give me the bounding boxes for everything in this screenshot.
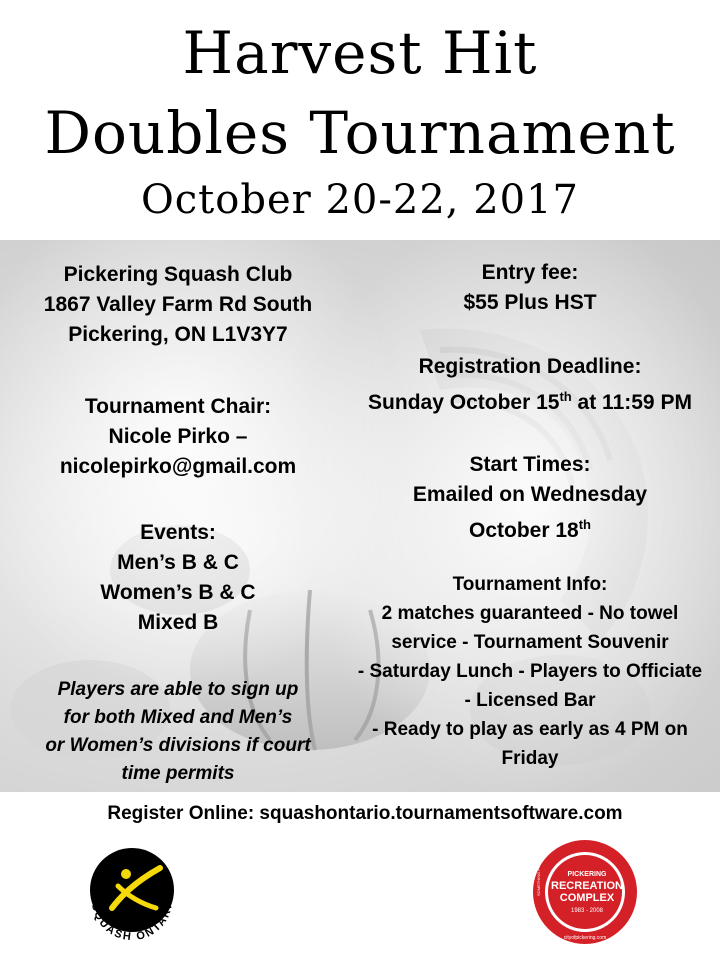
start-line-1: Emailed on Wednesday xyxy=(412,483,648,506)
event-item: Mixed B xyxy=(137,611,219,634)
signup-note xyxy=(0,676,356,788)
chair-email[interactable]: nicolepirko@gmail.com xyxy=(59,455,297,478)
deadline-label: Registration Deadline: xyxy=(418,355,642,378)
info-line: - Ready to play as early as 4 PM on xyxy=(372,719,688,740)
event-item: Men’s B & C xyxy=(117,551,239,574)
chair-name: Nicole Pirko – xyxy=(108,425,248,448)
chair-block xyxy=(0,392,356,482)
info-line: - Licensed Bar xyxy=(464,690,596,711)
deadline-time: at 11:59 PM xyxy=(571,391,692,414)
title-line-2: Doubles Tournament xyxy=(44,99,676,167)
recreation-complex-logo xyxy=(530,836,640,948)
start-times-block xyxy=(340,450,720,546)
info-label: Tournament Info: xyxy=(452,574,608,595)
register-online-link[interactable]: Register Online: squashontario.tournamentsoftware.com xyxy=(107,803,623,824)
rec-main-2: COMPLEX xyxy=(559,892,615,904)
tournament-info-block xyxy=(340,570,720,773)
start-date xyxy=(340,510,720,546)
rec-url: cityofpickering.com xyxy=(563,935,607,941)
chair-label: Tournament Chair: xyxy=(84,395,272,418)
note-line: time permits xyxy=(121,763,235,784)
deadline-value xyxy=(340,382,720,418)
info-line: Friday xyxy=(501,748,559,769)
info-line: service - Tournament Souvenir xyxy=(391,632,669,653)
fee-value: $55 Plus HST xyxy=(463,291,597,314)
title-dates: October 20-22, 2017 xyxy=(140,177,579,223)
recreation-complex-icon xyxy=(530,836,640,948)
note-line: or Women’s divisions if court xyxy=(45,735,311,756)
deadline-block xyxy=(340,352,720,418)
rec-years: 1983 - 2008 xyxy=(570,908,604,914)
events-block xyxy=(0,518,356,638)
fee-label: Entry fee: xyxy=(481,261,579,284)
rec-tagline: SOMETHING FOR EVERY AGE, ABILITY & INTEREST! xyxy=(536,836,541,896)
events-label: Events: xyxy=(140,521,216,544)
note-line: Players are able to sign up xyxy=(57,679,299,700)
squash-ontario-icon xyxy=(64,838,196,958)
title-block xyxy=(0,0,720,240)
note-line: for both Mixed and Men’s xyxy=(63,707,293,728)
rec-top-text: PICKERING xyxy=(567,871,607,878)
squash-ontario-logo xyxy=(64,838,196,958)
start-label: Start Times: xyxy=(469,453,591,476)
event-item: Women’s B & C xyxy=(100,581,256,604)
start-date-suffix: th xyxy=(578,517,591,532)
deadline-suffix: th xyxy=(559,389,572,404)
title-line-1: Harvest Hit xyxy=(182,19,538,87)
venue-block xyxy=(0,260,356,350)
venue-name: Pickering Squash Club xyxy=(63,263,293,286)
venue-address: 1867 Valley Farm Rd South xyxy=(43,293,313,316)
info-line: - Saturday Lunch - Players to Officiate xyxy=(357,661,703,682)
venue-city: Pickering, ON L1V3Y7 xyxy=(68,323,288,346)
deadline-date: Sunday October 15 xyxy=(368,391,560,414)
start-date-text: October 18 xyxy=(469,519,579,542)
info-line: 2 matches guaranteed - No towel xyxy=(381,603,679,624)
rec-main-1: RECREATION xyxy=(551,880,623,892)
squash-ontario-logo-text: SQUASH ONTARI xyxy=(88,902,175,944)
fee-block xyxy=(340,258,720,318)
